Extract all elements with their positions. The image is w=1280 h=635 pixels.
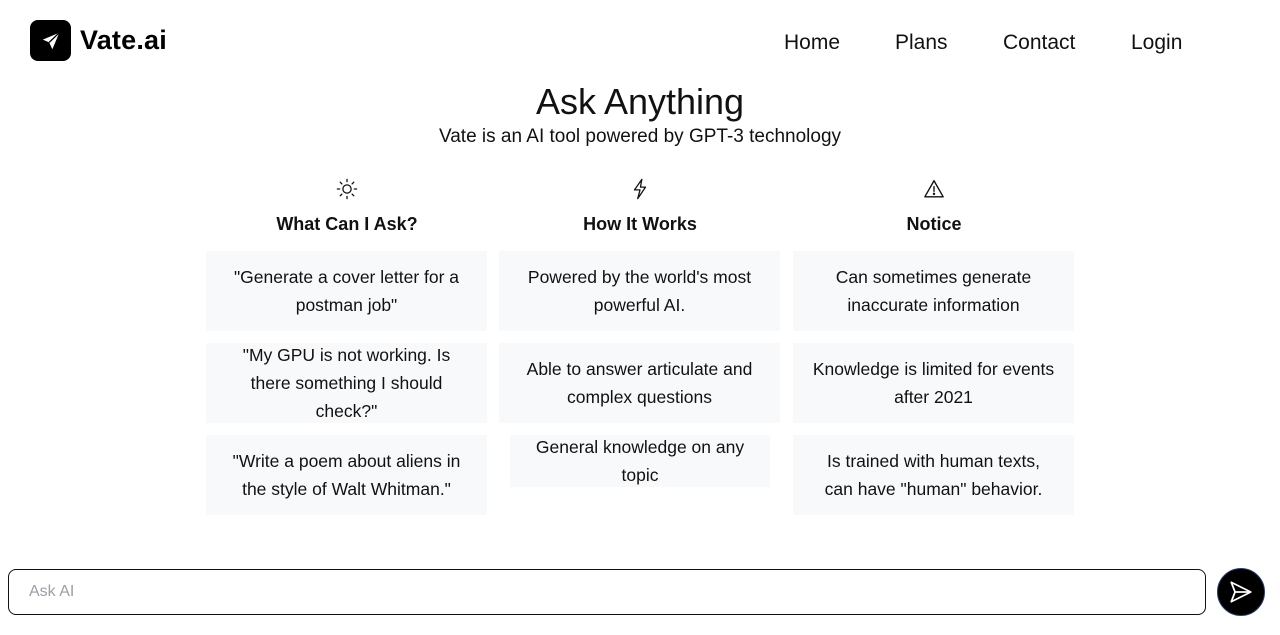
sun-icon (206, 176, 488, 202)
nav-home[interactable]: Home (784, 31, 841, 54)
notice-card: Can sometimes generate inaccurate information (793, 251, 1074, 331)
ask-input[interactable] (8, 569, 1206, 615)
column-title: How It Works (583, 214, 697, 234)
example-card[interactable]: "Generate a cover letter for a postman job" (206, 251, 487, 331)
page-subtitle: Vate is an AI tool powered by GPT-3 technology (438, 126, 842, 147)
lightning-icon (499, 176, 781, 202)
column-what-can-i-ask (206, 176, 488, 527)
info-card: Able to answer articulate and complex questions (499, 343, 780, 423)
warning-icon (793, 176, 1075, 202)
page-title: Ask Anything (535, 81, 745, 122)
send-icon (1228, 579, 1254, 605)
example-card[interactable]: "Write a poem about aliens in the style of Walt Whitman." (206, 435, 487, 515)
column-how-it-works (499, 176, 781, 499)
notice-card: Is trained with human texts, can have "human" behavior. (793, 435, 1074, 515)
column-notice (793, 176, 1075, 527)
column-title: What Can I Ask? (276, 214, 418, 234)
nav-contact[interactable]: Contact (1003, 31, 1076, 54)
info-card: Powered by the world's most powerful AI. (499, 251, 780, 331)
column-title: Notice (906, 214, 962, 234)
info-card: General knowledge on any topic (510, 435, 770, 487)
brand-name: Vate.ai (80, 25, 167, 55)
nav-login[interactable]: Login (1131, 31, 1183, 54)
nav-plans[interactable]: Plans (895, 31, 948, 54)
site-header (0, 0, 1280, 84)
example-card[interactable]: "My GPU is not working. Is there something I should check?" (206, 343, 487, 423)
send-button[interactable] (1217, 568, 1265, 616)
notice-card: Knowledge is limited for events after 2021 (793, 343, 1074, 423)
main-nav (0, 30, 1280, 56)
